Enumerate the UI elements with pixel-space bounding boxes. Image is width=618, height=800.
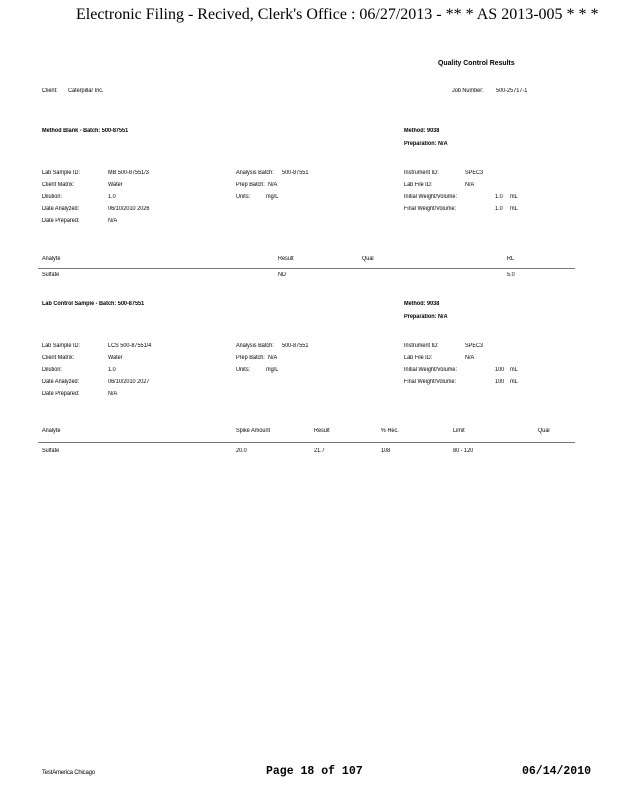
lcs-th-rec: % Rec. — [381, 428, 399, 434]
lcs-instrument-id-label: Instrument ID: — [404, 343, 439, 349]
method-blank-title: Method Blank - Batch: 500-87551 — [42, 128, 129, 134]
lcs-method: Method: 9038 — [404, 301, 440, 307]
mb-prep-batch-label: Prep Batch: — [236, 182, 265, 188]
mb-table-rule — [38, 268, 575, 269]
footer-date: 06/14/2010 — [522, 765, 592, 778]
mb-lab-file-id-value: N/A — [465, 182, 475, 188]
report-title: Quality Control Results — [438, 58, 515, 67]
lcs-analysis-batch-value: 500-87551 — [282, 343, 309, 349]
mb-client-matrix-label: Client Matrix: — [42, 182, 75, 188]
lcs-final-volume-label: Final Weight/Volume: — [404, 379, 457, 385]
lcs-th-result: Result — [314, 428, 330, 434]
mb-dilution-value: 1.0 — [108, 194, 116, 200]
mb-final-volume-unit: mL — [510, 206, 518, 212]
lcs-title: Lab Control Sample - Batch: 500-87551 — [42, 301, 145, 307]
lcs-th-qual: Qual — [538, 428, 550, 434]
lcs-date-prepared-label: Date Prepared: — [42, 391, 80, 397]
footer-lab-name: TestAmerica Chicago — [42, 770, 95, 776]
mb-initial-volume-value: 1.0 — [495, 194, 503, 200]
lcs-row-spike-amount: 20.0 — [236, 448, 247, 454]
lcs-date-prepared-value: N/A — [108, 391, 118, 397]
mb-analysis-batch-value: 500-87551 — [282, 170, 309, 176]
mb-date-prepared-value: N/A — [108, 218, 118, 224]
mb-lab-sample-id-label: Lab Sample ID: — [42, 170, 81, 176]
lcs-final-volume-value: 100 — [495, 379, 505, 385]
mb-units-label: Units: — [236, 194, 251, 200]
mb-th-result: Result — [278, 256, 294, 262]
mb-date-analyzed-value: 06/10/2010 2026 — [108, 206, 150, 212]
mb-initial-volume-label: Initial Weight/Volume: — [404, 194, 457, 200]
mb-lab-file-id-label: Lab File ID: — [404, 182, 433, 188]
mb-date-prepared-label: Date Prepared: — [42, 218, 80, 224]
mb-instrument-id-label: Instrument ID: — [404, 170, 439, 176]
lcs-client-matrix-label: Client Matrix: — [42, 355, 75, 361]
mb-final-volume-value: 1.0 — [495, 206, 503, 212]
lcs-th-limit: Limit — [453, 428, 465, 434]
mb-lab-sample-id-value: MB 500-87551/3 — [108, 170, 149, 176]
mb-th-qual: Qual — [362, 256, 374, 262]
lcs-client-matrix-value: Water — [108, 355, 123, 361]
filing-stamp: Electronic Filing - Recived, Clerk's Office : 06/27/2013 - ** * AS 2013-005 * * * — [76, 6, 599, 23]
lcs-th-analyte: Analyte — [42, 428, 61, 434]
mb-prep-batch-value: N/A — [268, 182, 278, 188]
lcs-initial-volume-unit: mL — [510, 367, 518, 373]
mb-dilution-label: Dilution: — [42, 194, 62, 200]
lcs-date-analyzed-value: 06/10/2010 2027 — [108, 379, 150, 385]
mb-initial-volume-unit: mL — [510, 194, 518, 200]
mb-th-analyte: Analyte — [42, 256, 61, 262]
method-blank-method: Method: 9038 — [404, 128, 440, 134]
lcs-row-analyte: Sulfate — [42, 448, 60, 454]
mb-row-analyte: Sulfate — [42, 272, 60, 278]
lcs-th-spike-amount: Spike Amount — [236, 428, 271, 434]
method-blank-preparation: Preparation: N/A — [404, 141, 448, 147]
lcs-units-label: Units: — [236, 367, 251, 373]
lcs-initial-volume-label: Initial Weight/Volume: — [404, 367, 457, 373]
mb-date-analyzed-label: Date Analyzed: — [42, 206, 80, 212]
lcs-initial-volume-value: 100 — [495, 367, 505, 373]
job-number-value: 500-25717-1 — [496, 88, 528, 94]
lcs-lab-sample-id-value: LCS 500-87551/4 — [108, 343, 152, 349]
mb-analysis-batch-label: Analysis Batch: — [236, 170, 274, 176]
client-label: Client: — [42, 88, 58, 94]
lcs-dilution-value: 1.0 — [108, 367, 116, 373]
mb-client-matrix-value: Water — [108, 182, 123, 188]
mb-units-value: mg/L — [266, 194, 279, 200]
client-value: Caterpillar Inc. — [68, 88, 104, 94]
job-number-label: Job Number: — [452, 88, 484, 94]
lcs-preparation: Preparation: N/A — [404, 314, 448, 320]
mb-row-rl: 5.0 — [507, 272, 515, 278]
footer-page-number: Page 18 of 107 — [266, 765, 363, 778]
lcs-prep-batch-label: Prep Batch: — [236, 355, 265, 361]
lcs-lab-file-id-label: Lab File ID: — [404, 355, 433, 361]
lcs-lab-sample-id-label: Lab Sample ID: — [42, 343, 81, 349]
mb-final-volume-label: Final Weight/Volume: — [404, 206, 457, 212]
lcs-row-rec: 108 — [381, 448, 391, 454]
mb-row-result: ND — [278, 272, 286, 278]
lcs-row-limit: 80 - 120 — [453, 448, 474, 454]
lcs-instrument-id-value: SPEC3 — [465, 343, 484, 349]
lcs-lab-file-id-value: N/A — [465, 355, 475, 361]
lcs-dilution-label: Dilution: — [42, 367, 62, 373]
lcs-table-rule — [38, 442, 575, 443]
lcs-analysis-batch-label: Analysis Batch: — [236, 343, 274, 349]
lcs-units-value: mg/L — [266, 367, 279, 373]
lcs-row-result: 21.7 — [314, 448, 325, 454]
lcs-date-analyzed-label: Date Analyzed: — [42, 379, 80, 385]
mb-th-rl: RL — [507, 256, 515, 262]
mb-instrument-id-value: SPEC3 — [465, 170, 484, 176]
lcs-prep-batch-value: N/A — [268, 355, 278, 361]
lcs-final-volume-unit: mL — [510, 379, 518, 385]
